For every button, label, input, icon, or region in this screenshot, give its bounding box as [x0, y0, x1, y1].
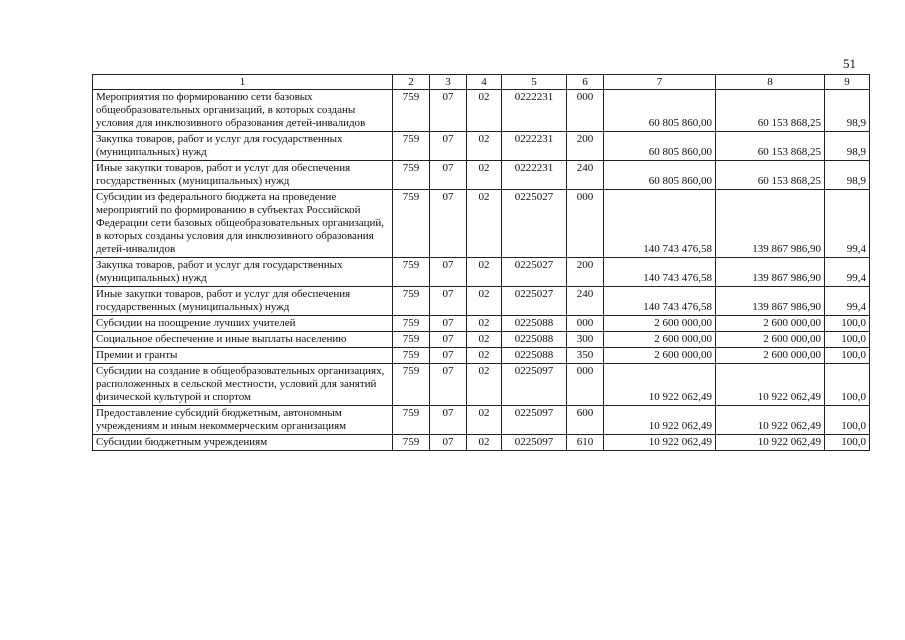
value-percent: 100,0: [825, 332, 870, 348]
code-target: 0222231: [502, 161, 567, 190]
row-description: Иные закупки товаров, работ и услуг для обеспечения государственных (муниципальных) нужд: [93, 287, 393, 316]
header-cell: 1: [93, 75, 393, 90]
code-target: 0225027: [502, 190, 567, 258]
code-subsection: 02: [467, 435, 502, 451]
row-description: Субсидии бюджетным учреждениям: [93, 435, 393, 451]
value-percent: 98,9: [825, 161, 870, 190]
value-percent: 100,0: [825, 364, 870, 406]
value-percent: 100,0: [825, 316, 870, 332]
header-cell: 2: [393, 75, 430, 90]
code-target: 0225097: [502, 435, 567, 451]
header-cell: 3: [430, 75, 467, 90]
header-cell: 4: [467, 75, 502, 90]
code-admin: 759: [393, 258, 430, 287]
value-percent: 98,9: [825, 132, 870, 161]
value-percent: 100,0: [825, 435, 870, 451]
row-description: Социальное обеспечение и иные выплаты населению: [93, 332, 393, 348]
value-percent: 98,9: [825, 90, 870, 132]
value-actual: 139 867 986,90: [716, 287, 825, 316]
code-section: 07: [430, 287, 467, 316]
code-section: 07: [430, 316, 467, 332]
code-expense-type: 000: [567, 316, 604, 332]
code-target: 0225088: [502, 348, 567, 364]
code-section: 07: [430, 161, 467, 190]
code-section: 07: [430, 132, 467, 161]
code-expense-type: 000: [567, 90, 604, 132]
code-expense-type: 350: [567, 348, 604, 364]
table-row: [93, 132, 870, 161]
header-cell: 7: [604, 75, 716, 90]
value-plan: 140 743 476,58: [604, 190, 716, 258]
table-row: [93, 406, 870, 435]
value-actual: 10 922 062,49: [716, 406, 825, 435]
code-subsection: 02: [467, 316, 502, 332]
value-plan: 10 922 062,49: [604, 406, 716, 435]
table-row: [93, 316, 870, 332]
table-row: [93, 332, 870, 348]
row-description: Закупка товаров, работ и услуг для государственных (муниципальных) нужд: [93, 258, 393, 287]
code-expense-type: 240: [567, 161, 604, 190]
header-cell: 8: [716, 75, 825, 90]
code-target: 0225027: [502, 287, 567, 316]
code-subsection: 02: [467, 132, 502, 161]
code-section: 07: [430, 190, 467, 258]
code-subsection: 02: [467, 406, 502, 435]
row-description: Субсидии на поощрение лучших учителей: [93, 316, 393, 332]
value-actual: 60 153 868,25: [716, 161, 825, 190]
code-admin: 759: [393, 90, 430, 132]
row-description: Субсидии на создание в общеобразовательных организациях, расположенных в сельской местности, условий для занятий физической культурой и спортом: [93, 364, 393, 406]
code-section: 07: [430, 435, 467, 451]
code-subsection: 02: [467, 190, 502, 258]
code-section: 07: [430, 348, 467, 364]
code-admin: 759: [393, 190, 430, 258]
code-target: 0225088: [502, 316, 567, 332]
header-cell: 5: [502, 75, 567, 90]
code-admin: 759: [393, 316, 430, 332]
code-admin: 759: [393, 364, 430, 406]
value-plan: 60 805 860,00: [604, 90, 716, 132]
code-subsection: 02: [467, 161, 502, 190]
value-plan: 10 922 062,49: [604, 435, 716, 451]
code-expense-type: 200: [567, 258, 604, 287]
code-admin: 759: [393, 406, 430, 435]
value-plan: 2 600 000,00: [604, 316, 716, 332]
code-section: 07: [430, 364, 467, 406]
code-admin: 759: [393, 435, 430, 451]
code-expense-type: 600: [567, 406, 604, 435]
code-subsection: 02: [467, 287, 502, 316]
value-percent: 99,4: [825, 190, 870, 258]
code-section: 07: [430, 406, 467, 435]
header-cell: 9: [825, 75, 870, 90]
value-plan: 60 805 860,00: [604, 132, 716, 161]
code-expense-type: 200: [567, 132, 604, 161]
code-expense-type: 300: [567, 332, 604, 348]
row-description: Закупка товаров, работ и услуг для государственных (муниципальных) нужд: [93, 132, 393, 161]
value-plan: 2 600 000,00: [604, 332, 716, 348]
value-percent: 99,4: [825, 258, 870, 287]
value-actual: 139 867 986,90: [716, 190, 825, 258]
row-description: Субсидии из федерального бюджета на проведение мероприятий по формированию в субъектах Российской Федерации сети базовых общеобразовательных организаций, в которых созданы условия для инклюзивного образования детей-инвалидов: [93, 190, 393, 258]
value-actual: 60 153 868,25: [716, 132, 825, 161]
value-actual: 2 600 000,00: [716, 348, 825, 364]
value-plan: 60 805 860,00: [604, 161, 716, 190]
code-admin: 759: [393, 287, 430, 316]
code-section: 07: [430, 90, 467, 132]
code-expense-type: 610: [567, 435, 604, 451]
code-target: 0225097: [502, 406, 567, 435]
header-row: [93, 75, 870, 90]
row-description: Премии и гранты: [93, 348, 393, 364]
table-row: [93, 435, 870, 451]
code-subsection: 02: [467, 258, 502, 287]
value-actual: 60 153 868,25: [716, 90, 825, 132]
table-row: [93, 348, 870, 364]
code-target: 0225027: [502, 258, 567, 287]
table-row: [93, 287, 870, 316]
table-row: [93, 258, 870, 287]
code-target: 0222231: [502, 90, 567, 132]
code-admin: 759: [393, 332, 430, 348]
code-admin: 759: [393, 348, 430, 364]
table-row: [93, 364, 870, 406]
code-target: 0222231: [502, 132, 567, 161]
code-target: 0225097: [502, 364, 567, 406]
value-actual: 139 867 986,90: [716, 258, 825, 287]
code-expense-type: 240: [567, 287, 604, 316]
code-section: 07: [430, 258, 467, 287]
budget-table: [92, 74, 870, 451]
value-percent: 100,0: [825, 406, 870, 435]
code-subsection: 02: [467, 90, 502, 132]
code-target: 0225088: [502, 332, 567, 348]
row-description: Предоставление субсидий бюджетным, автономным учреждениям и иным некоммерческим организациям: [93, 406, 393, 435]
value-percent: 100,0: [825, 348, 870, 364]
page-number: 51: [843, 56, 856, 71]
code-subsection: 02: [467, 348, 502, 364]
table-row: [93, 161, 870, 190]
table-row: [93, 190, 870, 258]
table-row: [93, 90, 870, 132]
code-admin: 759: [393, 132, 430, 161]
code-subsection: 02: [467, 364, 502, 406]
value-plan: 2 600 000,00: [604, 348, 716, 364]
value-actual: 10 922 062,49: [716, 364, 825, 406]
value-actual: 2 600 000,00: [716, 332, 825, 348]
row-description: Мероприятия по формированию сети базовых общеобразовательных организаций, в которых созданы условия для инклюзивного образования детей-инвалидов: [93, 90, 393, 132]
value-actual: 10 922 062,49: [716, 435, 825, 451]
code-subsection: 02: [467, 332, 502, 348]
value-percent: 99,4: [825, 287, 870, 316]
header-cell: 6: [567, 75, 604, 90]
value-plan: 140 743 476,58: [604, 287, 716, 316]
code-admin: 759: [393, 161, 430, 190]
value-plan: 10 922 062,49: [604, 364, 716, 406]
row-description: Иные закупки товаров, работ и услуг для обеспечения государственных (муниципальных) нужд: [93, 161, 393, 190]
code-expense-type: 000: [567, 190, 604, 258]
code-section: 07: [430, 332, 467, 348]
code-expense-type: 000: [567, 364, 604, 406]
value-plan: 140 743 476,58: [604, 258, 716, 287]
value-actual: 2 600 000,00: [716, 316, 825, 332]
